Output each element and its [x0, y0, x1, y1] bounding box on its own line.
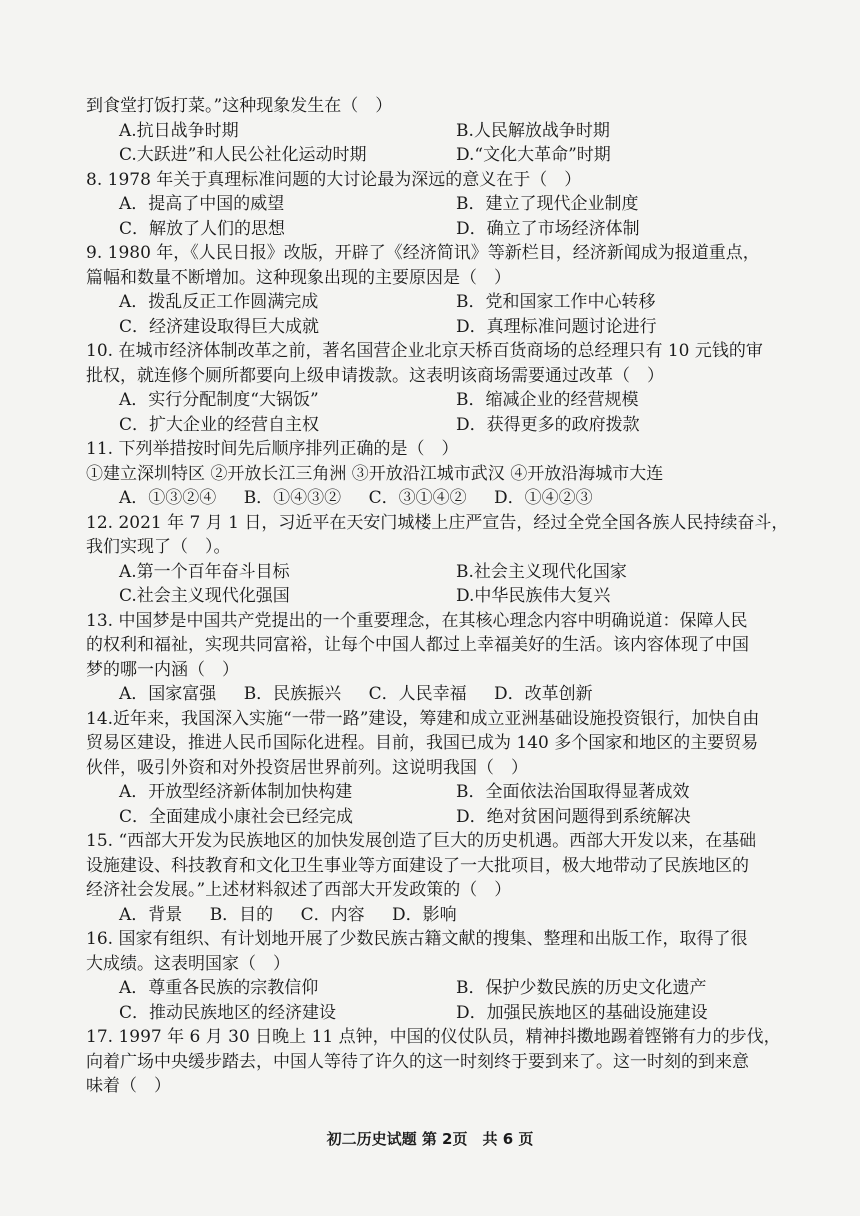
q14-options-row2 [86, 805, 786, 830]
q16-options-row2 [86, 1001, 786, 1026]
q14-options-row1 [86, 780, 786, 805]
q10-option-b: B．缩减企业的经营规模 [456, 390, 639, 410]
q13-option-d: D．改革创新 [494, 684, 593, 704]
q10-options-row2 [86, 413, 786, 438]
q12-option-d: D.中华民族伟大复兴 [456, 586, 611, 606]
q12-option-a: A.第一个百年奋斗目标 [119, 561, 290, 582]
q10-options-row1 [86, 388, 786, 413]
page-footer: 初二历史试题 第 2页 共 6 页 [326, 1130, 534, 1148]
q11-option-a: A．①③②④ [119, 488, 217, 508]
q9-option-c: C．经济建设取得巨大成就 [119, 316, 320, 337]
q11-option-c: C．③①④② [368, 488, 467, 508]
q11-option-d: D．①④②③ [494, 488, 593, 508]
question-10-line2: 批权，就连修个厕所都要向上级申请拨款。这表明该商场需要通过改革（ ） [86, 365, 664, 386]
q8-options-row1 [86, 192, 786, 217]
question-11-line2: ①建立深圳特区 ②开放长江三角洲 ③开放沿江城市武汉 ④开放沿海城市大连 [86, 463, 664, 484]
q8-option-d: D．确立了市场经济体制 [456, 218, 640, 239]
question-15-line2: 设施建设、科技教育和文化卫生事业等方面建设了一大批项目，极大地带动了民族地区的 [86, 855, 749, 876]
q7-options-row1 [86, 119, 786, 144]
q11-option-b: B．①④③② [243, 488, 342, 508]
q9-option-b: B．党和国家工作中心转移 [456, 292, 656, 312]
question-8: 8. 1978 年关于真理标准问题的大讨论最为深远的意义在于（ ） [86, 169, 582, 190]
q16-option-d: D．加强民族地区的基础设施建设 [456, 1002, 708, 1023]
question-9-line2: 篇幅和数量不断增加。这种现象出现的主要原因是（ ） [86, 267, 511, 288]
q13-options [86, 682, 786, 707]
q11-options [86, 486, 786, 511]
question-10-line1: 10. 在城市经济体制改革之前，著名国营企业北京天桥百货商场的总经理只有 10 元钱的审 [86, 341, 763, 361]
q7-option-b: B.人民解放战争时期 [456, 120, 610, 141]
question-14-line3: 伙伴，吸引外资和对外投资居世界前列。这说明我国（ ） [86, 757, 528, 778]
question-7-tail: 到食堂打饭打菜。”这种现象发生在（ ） [86, 96, 393, 116]
question-14-line1: 14.近年来，我国深入实施“一带一路”建设，筹建和成立亚洲基础设施投资银行，加快自由 [86, 708, 760, 729]
question-15-line3: 经济社会发展。”上述材料叙述了西部大开发政策的（ ） [86, 880, 512, 900]
q12-option-b: B.社会主义现代化国家 [456, 561, 627, 582]
question-13-line1: 13. 中国梦是中国共产党提出的一个重要理念，在其核心理念内容中明确说道：保障人民 [86, 610, 748, 631]
q7-options-row2 [86, 143, 786, 168]
q16-option-c: C．推动民族地区的经济建设 [119, 1002, 337, 1023]
question-12-line1: 12. 2021 年 7 月 1 日，习近平在天安门城楼上庄严宣告，经过全党全国各族人民持续奋斗， [86, 512, 789, 533]
question-13-line2: 的权利和福祉，实现共同富裕，让每个中国人都过上幸福美好的生活。该内容体现了中国 [86, 635, 749, 655]
question-17-line1: 17. 1997 年 6 月 30 日晚上 11 点钟，中国的仪仗队员，精神抖擞地踢着铿锵有力的步伐， [86, 1027, 781, 1047]
question-9-line1: 9. 1980 年，《人民日报》改版，开辟了《经济简讯》等新栏目，经济新闻成为报道重点， [86, 243, 760, 263]
question-17-line2: 向着广场中央缓步踏去，中国人等待了许久的这一时刻终于要到来了。这一时刻的到来意 [86, 1051, 749, 1072]
q9-option-a: A．拨乱反正工作圆满完成 [119, 292, 319, 312]
q9-options-row1 [86, 290, 786, 315]
q7-option-d: D.“文化大革命”时期 [456, 145, 611, 165]
q8-option-b: B．建立了现代企业制度 [456, 194, 639, 214]
q10-option-d: D．获得更多的政府拨款 [456, 414, 640, 435]
q16-option-b: B．保护少数民族的历史文化遗产 [456, 978, 707, 998]
q12-options-row1 [86, 560, 786, 585]
q9-option-d: D．真理标准问题讨论进行 [456, 316, 657, 337]
q13-option-b: B．民族振兴 [243, 684, 342, 704]
question-16-line1: 16. 国家有组织、有计划地开展了少数民族古籍文献的搜集、整理和出版工作，取得了很 [86, 929, 748, 949]
q15-option-c: C．内容 [300, 904, 365, 925]
q14-option-b: B．全面依法治国取得显著成效 [456, 782, 690, 802]
q7-option-c: C.大跃进”和人民公社化运动时期 [119, 145, 367, 165]
q14-option-c: C．全面建成小康社会已经完成 [119, 806, 354, 827]
q16-option-a: A．尊重各民族的宗教信仰 [119, 978, 319, 998]
question-17-line3: 味着（ ） [86, 1076, 171, 1096]
q8-option-a: A．提高了中国的威望 [119, 194, 285, 214]
q13-option-a: A．国家富强 [119, 684, 217, 704]
q15-options [86, 903, 786, 928]
question-15-line1: 15. “西部大开发为民族地区的加快发展创造了巨大的历史机遇。西部大开发以来，在基础 [86, 831, 757, 851]
q16-options-row1 [86, 976, 786, 1001]
q10-option-c: C．扩大企业的经营自主权 [119, 414, 320, 435]
question-16-line2: 大成绩。这表明国家（ ） [86, 953, 290, 974]
q13-option-c: C．人民幸福 [368, 684, 467, 704]
q12-option-c: C.社会主义现代化强国 [119, 586, 290, 606]
q14-option-d: D．绝对贫困问题得到系统解决 [456, 806, 691, 827]
q8-option-c: C．解放了人们的思想 [119, 218, 286, 239]
q9-options-row2 [86, 315, 786, 340]
q12-options-row2 [86, 584, 786, 609]
question-14-line2: 贸易区建设，推进人民币国际化进程。目前，我国已成为 140 多个国家和地区的主要贸易 [86, 733, 759, 753]
q10-option-a: A．实行分配制度“大锅饭” [119, 390, 319, 410]
q7-option-a: A.抗日战争时期 [119, 120, 239, 141]
q15-option-a: A．背景 [119, 904, 183, 925]
q14-option-a: A．开放型经济新体制加快构建 [119, 782, 353, 802]
q8-options-row2 [86, 217, 786, 242]
question-11-line1: 11. 下列举措按时间先后顺序排列正确的是（ ） [86, 439, 459, 459]
question-13-line3: 梦的哪一内涵（ ） [86, 659, 239, 680]
q15-option-b: B．目的 [209, 904, 274, 925]
q15-option-d: D．影响 [392, 904, 457, 925]
exam-page [86, 94, 789, 1099]
question-12-line2: 我们实现了（ ）。 [86, 537, 231, 557]
